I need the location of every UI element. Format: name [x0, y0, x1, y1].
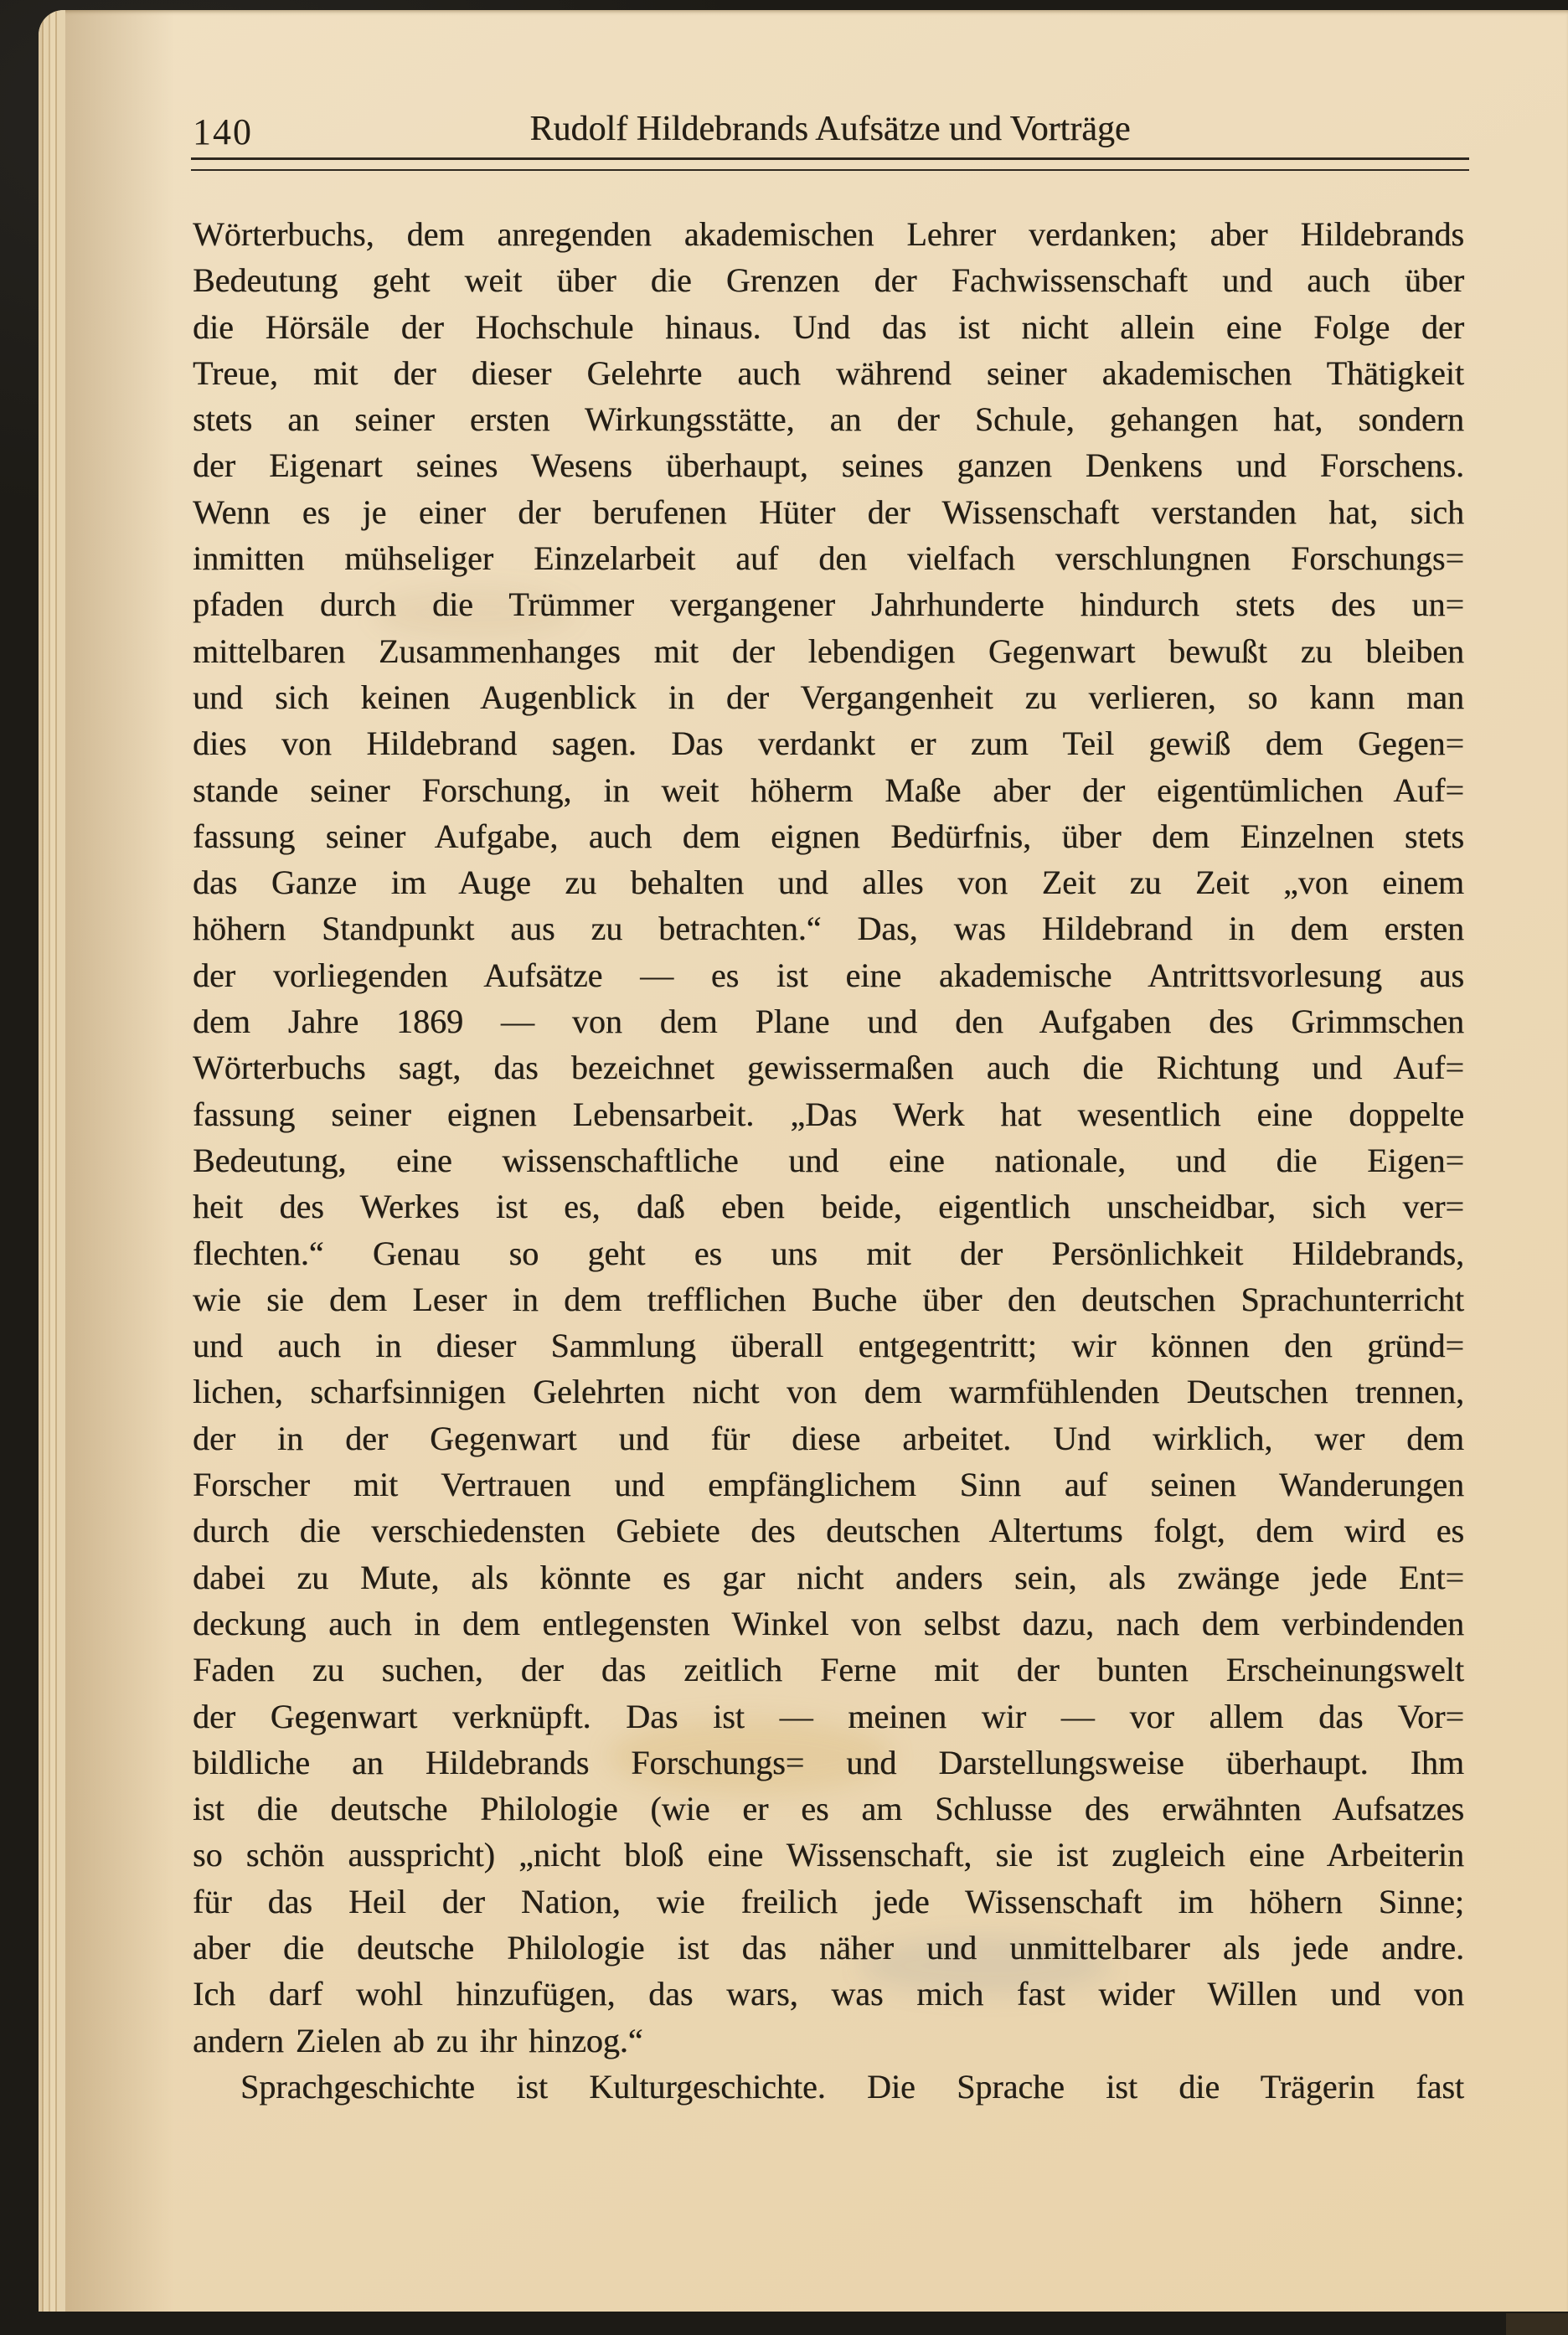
text-line: inmitten mühseliger Einzelarbeit auf den vielfach verschlungnen Forschungs= [193, 539, 1464, 578]
text-line: ist die deutsche Philologie (wie er es am Schlusse des erwähnten Aufsatzes [193, 1790, 1464, 1828]
text-line: bildliche an Hildebrands Forschungs= und Darstellungsweise überhaupt. Ihm [193, 1743, 1464, 1781]
text-line: fassung seiner eignen Lebensarbeit. „Das Werk hat wesentlich eine doppelte [193, 1095, 1464, 1133]
text-line: und sich keinen Augenblick in der Vergangenheit zu verlieren, so kann man [193, 678, 1464, 716]
text-line: aber die deutsche Philologie ist das näher und unmittelbarer als jede andre. [193, 1928, 1464, 1966]
page-stack-edge [39, 10, 65, 2312]
text-line: der vorliegenden Aufsätze — es ist eine akademische Antrittsvorlesung aus [193, 956, 1464, 994]
text-line: stets an seiner ersten Wirkungsstätte, an der Schule, gehangen hat, sondern [193, 400, 1464, 439]
text-line: Sprachgeschichte ist Kulturgeschichte. Die Sprache ist die Trägerin fast [240, 2067, 1464, 2106]
book-page [39, 10, 1568, 2312]
text-line: deckung auch in dem entlegensten Winkel von selbst dazu, nach dem verbindenden [193, 1604, 1464, 1642]
text-line: Bedeutung, eine wissenschaftliche und eine nationale, und die Eigen= [193, 1141, 1464, 1179]
text-line: durch die verschiedensten Gebiete des deutschen Altertums folgt, dem wird es [193, 1512, 1464, 1550]
text-line: für das Heil der Nation, wie freilich jede Wissenschaft im höhern Sinne; [193, 1882, 1464, 1920]
page-number: 140 [193, 111, 253, 152]
text-line: Wenn es je einer der berufenen Hüter der Wissenschaft verstanden hat, sich [193, 492, 1464, 531]
text-line: dies von Hildebrand sagen. Das verdankt er zum Teil gewiß dem Gegen= [193, 724, 1464, 763]
text-line: Ich darf wohl hinzufügen, das wars, was mich fast wider Willen und von [193, 1975, 1464, 2013]
text-line: pfaden durch die Trümmer vergangener Jahrhunderte hindurch stets des un= [193, 585, 1464, 624]
page-header [193, 109, 1467, 159]
header-rule [191, 157, 1469, 171]
text-line: das Ganze im Auge zu behalten und alles von Zeit zu Zeit „von einem [193, 863, 1464, 902]
text-line: stande seiner Forschung, in weit höherm Maße aber der eigentümlichen Auf= [193, 771, 1464, 809]
text-line: dem Jahre 1869 — von dem Plane und den Aufgaben des Grimmschen [193, 1003, 1464, 1041]
text-line: der Gegenwart verknüpft. Das ist — meinen wir — vor allem das Vor= [193, 1697, 1464, 1735]
running-title: Rudolf Hildebrands Aufsätze und Vorträge [529, 110, 1131, 148]
text-line: Bedeutung geht weit über die Grenzen der Fachwissenschaft und auch über [193, 261, 1464, 300]
text-line: flechten.“ Genau so geht es uns mit der Persönlichkeit Hildebrands, [193, 1234, 1464, 1272]
text-line: der in der Gegenwart und für diese arbeitet. Und wirklich, wer dem [193, 1419, 1464, 1457]
text-line: Faden zu suchen, der das zeitlich Ferne mit der bunten Erscheinungswelt [193, 1651, 1464, 1689]
text-line: Forscher mit Vertrauen und empfänglichem Sinn auf seinen Wanderungen [193, 1466, 1464, 1504]
text-line: heit des Werkes ist es, daß eben beide, eigentlich unscheidbar, sich ver= [193, 1188, 1464, 1226]
text-line: so schön ausspricht) „nicht bloß eine Wissenschaft, sie ist zugleich eine Arbeiterin [193, 1836, 1464, 1874]
text-line: fassung seiner Aufgabe, auch dem eignen Bedürfnis, über dem Einzelnen stets [193, 817, 1464, 855]
scan-corner-patch [1506, 2313, 1568, 2335]
body-text [193, 211, 1464, 2110]
text-line: lichen, scharfsinnigen Gelehrten nicht von dem warmfühlenden Deutschen trennen, [193, 1373, 1464, 1411]
text-line: höhern Standpunkt aus zu betrachten.“ Das, was Hildebrand in dem ersten [193, 910, 1464, 948]
text-line: Wörterbuchs sagt, das bezeichnet gewissermaßen auch die Richtung und Auf= [193, 1049, 1464, 1087]
text-line: und auch in dieser Sammlung überall entgegentritt; wir können den gründ= [193, 1327, 1464, 1365]
text-line: andern Zielen ab zu ihr hinzog.“ [193, 2021, 643, 2059]
text-line: Treue, mit der dieser Gelehrte auch während seiner akademischen Thätigkeit [193, 353, 1464, 392]
text-line: die Hörsäle der Hochschule hinaus. Und das ist nicht allein eine Folge der [193, 307, 1464, 346]
text-line: der Eigenart seines Wesens überhaupt, seines ganzen Denkens und Forschens. [193, 446, 1464, 485]
text-line: Wörterbuchs, dem anregenden akademischen Lehrer verdanken; aber Hildebrands [193, 215, 1464, 253]
text-line: mittelbaren Zusammenhanges mit der lebendigen Gegenwart bewußt zu bleiben [193, 631, 1464, 670]
text-line: wie sie dem Leser in dem trefflichen Buche über den deutschen Sprachunterricht [193, 1280, 1464, 1318]
text-line: dabei zu Mute, als könnte es gar nicht anders sein, als zwänge jede Ent= [193, 1558, 1464, 1596]
gutter-shadow [65, 10, 174, 2312]
